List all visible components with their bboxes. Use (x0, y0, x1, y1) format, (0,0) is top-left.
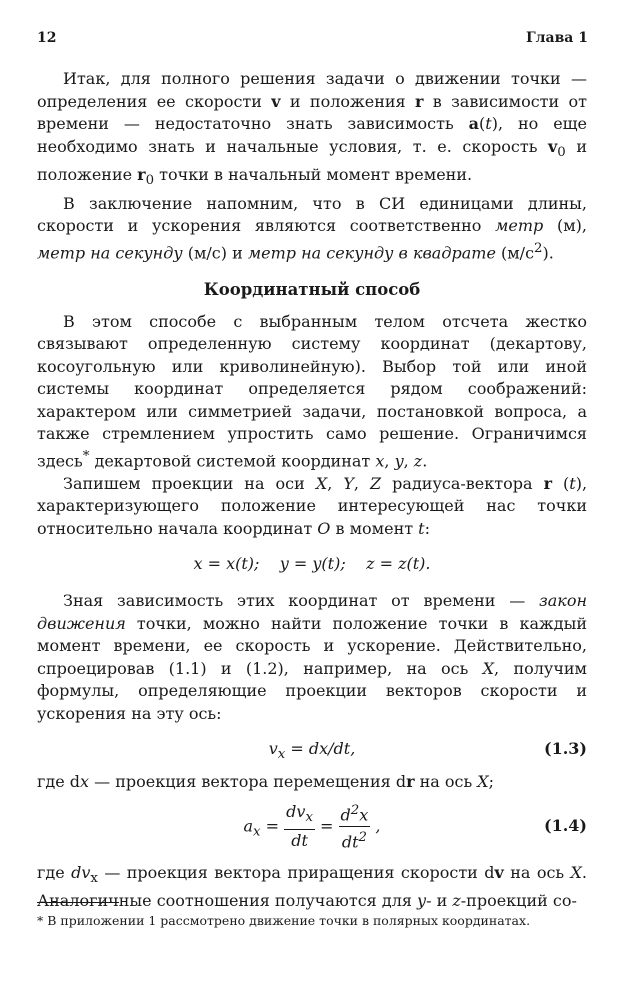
formula-1-4: $a_x$ = $\frac{dv_x}{dt}$ = $\frac{d^2x}{dt^2}$ , (1.4) (37, 800, 587, 852)
paragraph-projections: Запишем проекции на оси X, Y, Z радиуса-вектора r (t), характеризующего положение интересующей нас точки относительно начала координат O в момент t: (37, 473, 588, 538)
paragraph-displacement: где dx — проекция вектора перемещения dr на ось X; (37, 772, 495, 792)
paragraph-law-of-motion: Зная зависимость этих координат от времени — закон движения точки, можно найти положение точки в каждый момент времени, ее скорость и ускорение. Действительно, спроецировав (1.1) и (1.2), например, на ось X, получим формулы, определяющие проекции векторов скорости и ускорения на эту ось: (37, 591, 588, 723)
page-body (37, 68, 587, 913)
formula-1-3: $v_x = dx/dt$, (1.3) (37, 735, 587, 763)
section-heading: Координатный способ (203, 279, 421, 299)
equation-number: (1.4) (544, 815, 587, 835)
page-number: 12 (37, 30, 57, 46)
footnote-marker: * (82, 448, 90, 464)
fraction-d2x-dt2: $\frac{d^2x}{dt^2}$ (339, 800, 371, 854)
paragraph-coordinate-system: В этом способе с выбранным телом отсчета жестко связывают определенную систему координат (декартову, косоугольную или криволинейную). Выбор той или иной системы координат определяется рядом соображений: характером или симметрией задачи, постановкой вопроса, а также стремлением упростить само решение. Ограничимся здесь* декартовой системой координат x, y, z. (37, 311, 587, 471)
footnote: * В приложении 1 рассмотрено движение точки в полярных координатах. (37, 913, 531, 928)
paragraph-velocity-increment: где $dv_x$ — проекция вектора приращения скорости dv на ось X. Аналогичные соотношения получаются для y- и z-проекций со- (37, 862, 588, 911)
paragraph-si-units: В заключение напомним, что в СИ единицами длины, скорости и ускорения являются соответственно метр (м), метр на секунду (м/с) и метр на секунду в квадрате $(м/с^2)$. (37, 193, 587, 263)
footnote-divider (37, 902, 119, 903)
fraction-dvx-dt: $\frac{dv_x}{dt}$ (286, 801, 313, 850)
formula-coordinates: x = x(t); y = y(t); z = z(t). (193, 554, 431, 574)
equation-number: (1.3) (544, 739, 587, 759)
chapter-title: Глава 1 (525, 30, 588, 46)
paragraph-initial-conditions: Итак, для полного решения задачи о движении точки — определения ее скорости v и положения r в зависимости от времени — недостаточно знать зависимость a(t), но еще необходимо знать и начальные условия, т. е. скорость $v_0$ и положение $r_0$ точки в начальный момент времени. (37, 69, 588, 189)
